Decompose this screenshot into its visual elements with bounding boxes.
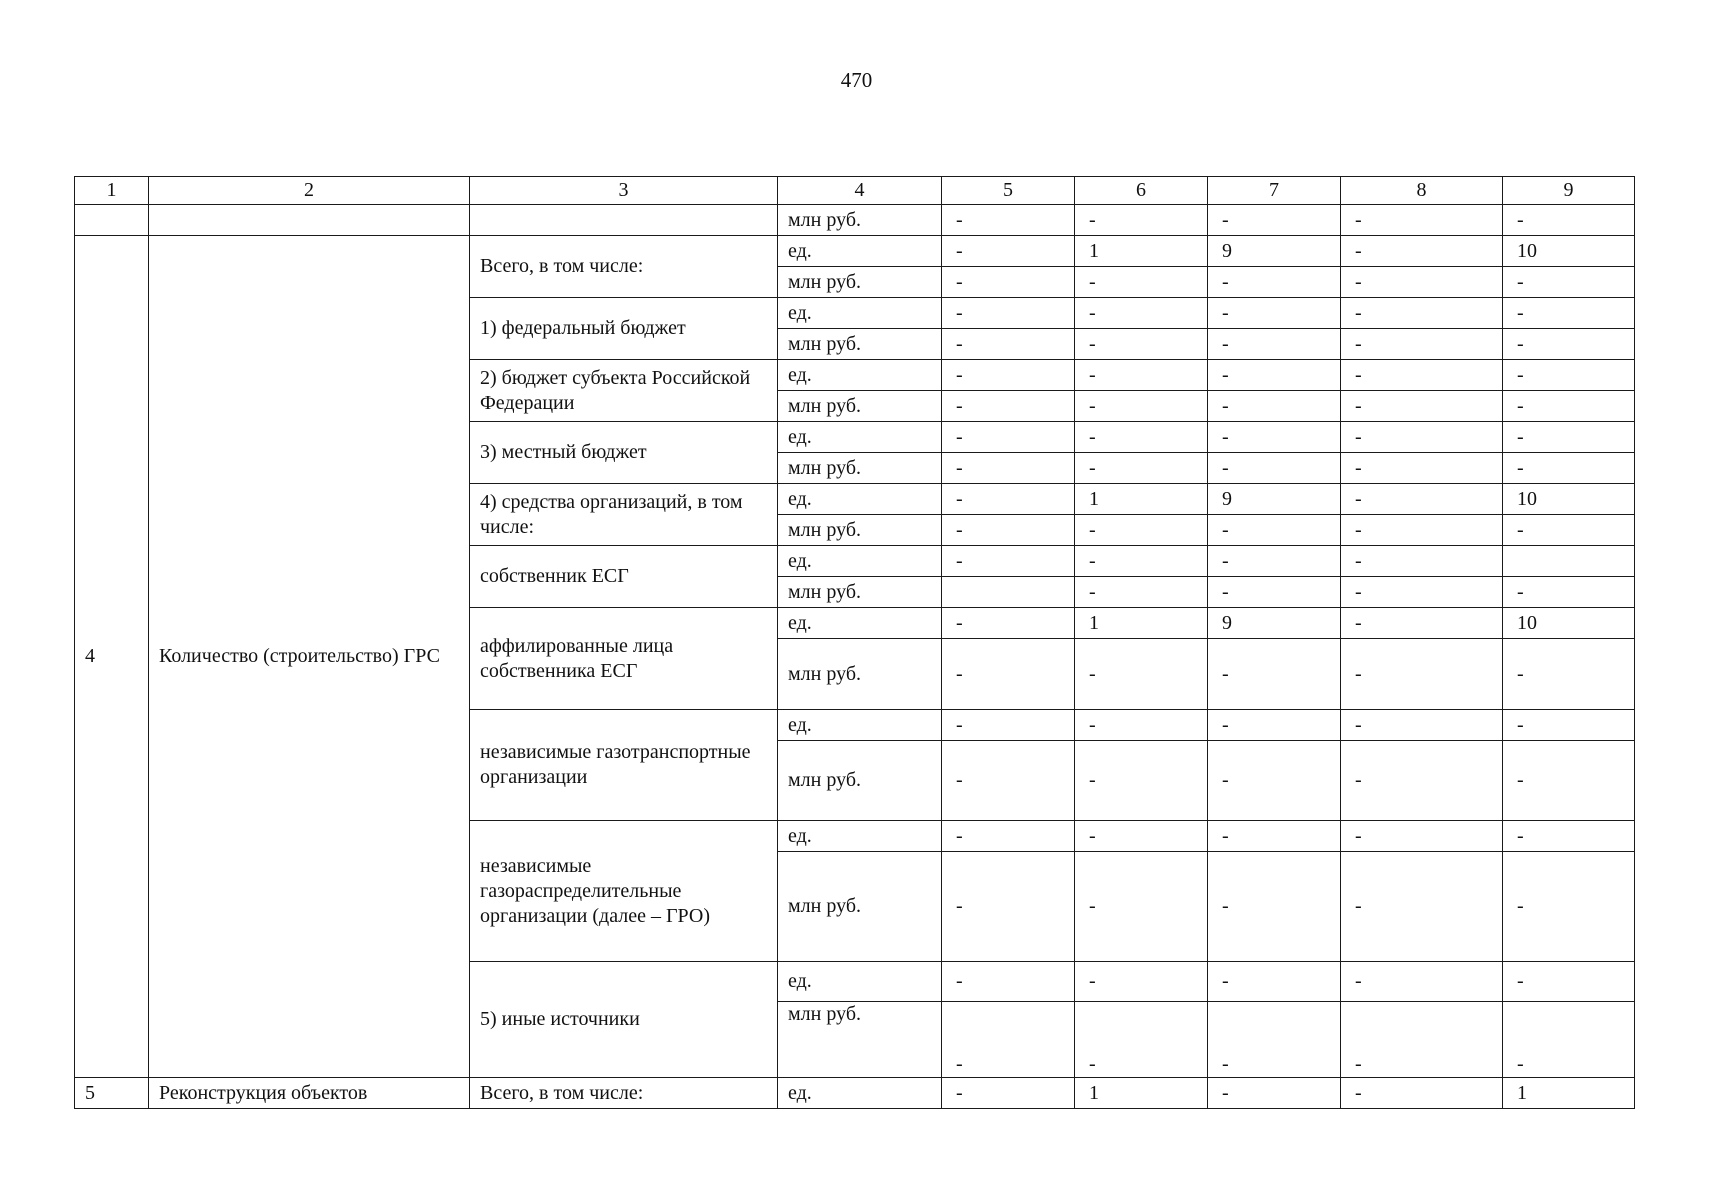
- value-cell: -: [1341, 962, 1503, 1002]
- value-cell: -: [1075, 453, 1208, 484]
- value-cell: -: [942, 852, 1075, 962]
- value-cell: -: [1503, 852, 1635, 962]
- value-cell: -: [1075, 821, 1208, 852]
- unit-cell: млн руб.: [778, 329, 942, 360]
- unit-cell: ед.: [778, 298, 942, 329]
- value-cell: -: [1503, 453, 1635, 484]
- table-row: [75, 205, 1635, 236]
- header-cell: 8: [1341, 177, 1503, 205]
- row-number-cell: 5: [75, 1078, 149, 1109]
- source-cell: аффилированные лица собственника ЕСГ: [470, 608, 778, 710]
- value-cell: -: [1208, 546, 1341, 577]
- unit-cell: млн руб.: [778, 267, 942, 298]
- value-cell: -: [1341, 391, 1503, 422]
- source-cell: независимые газотранспортные организации: [470, 710, 778, 821]
- value-cell: -: [942, 422, 1075, 453]
- value-cell: -: [1208, 422, 1341, 453]
- header-cell: 1: [75, 177, 149, 205]
- value-cell: -: [1341, 546, 1503, 577]
- unit-cell: ед.: [778, 710, 942, 741]
- value-cell: -: [1503, 329, 1635, 360]
- source-cell: 2) бюджет субъекта Российской Федерации: [470, 360, 778, 422]
- source-cell: Всего, в том числе:: [470, 236, 778, 298]
- value-cell: -: [942, 741, 1075, 821]
- value-cell: -: [1075, 329, 1208, 360]
- table-row: [75, 236, 1635, 267]
- value-cell: -: [942, 546, 1075, 577]
- source-cell: Всего, в том числе:: [470, 1078, 778, 1109]
- value-cell: -: [1208, 329, 1341, 360]
- value-cell: 9: [1208, 236, 1341, 267]
- value-cell: -: [1341, 821, 1503, 852]
- value-cell: -: [1503, 1002, 1635, 1078]
- source-cell: независимые газораспределительные организации (далее – ГРО): [470, 821, 778, 962]
- value-cell: 1: [1075, 608, 1208, 639]
- value-cell: -: [942, 710, 1075, 741]
- unit-cell: ед.: [778, 1078, 942, 1109]
- value-cell: -: [1341, 515, 1503, 546]
- unit-cell: млн руб.: [778, 577, 942, 608]
- unit-cell: млн руб.: [778, 1002, 942, 1078]
- value-cell: [1503, 546, 1635, 577]
- value-cell: -: [1341, 852, 1503, 962]
- value-cell: -: [942, 1078, 1075, 1109]
- value-cell: -: [942, 360, 1075, 391]
- unit-cell: млн руб.: [778, 515, 942, 546]
- unit-cell: млн руб.: [778, 391, 942, 422]
- source-cell: собственник ЕСГ: [470, 546, 778, 608]
- value-cell: -: [1208, 515, 1341, 546]
- value-cell: -: [1341, 329, 1503, 360]
- value-cell: -: [1208, 298, 1341, 329]
- header-cell: 3: [470, 177, 778, 205]
- value-cell: -: [1075, 1002, 1208, 1078]
- value-cell: -: [1208, 741, 1341, 821]
- value-cell: -: [1341, 577, 1503, 608]
- value-cell: -: [1341, 639, 1503, 710]
- source-cell: 3) местный бюджет: [470, 422, 778, 484]
- value-cell: -: [1208, 453, 1341, 484]
- value-cell: -: [1075, 298, 1208, 329]
- value-cell: -: [1075, 577, 1208, 608]
- header-cell: 7: [1208, 177, 1341, 205]
- value-cell: -: [1208, 391, 1341, 422]
- value-cell: -: [1075, 741, 1208, 821]
- value-cell: -: [1341, 484, 1503, 515]
- unit-cell: ед.: [778, 360, 942, 391]
- value-cell: -: [942, 962, 1075, 1002]
- value-cell: -: [942, 821, 1075, 852]
- value-cell: -: [1503, 298, 1635, 329]
- value-cell: -: [942, 1002, 1075, 1078]
- value-cell: -: [1341, 267, 1503, 298]
- unit-cell: ед.: [778, 484, 942, 515]
- value-cell: -: [1208, 710, 1341, 741]
- value-cell: -: [1503, 710, 1635, 741]
- value-cell: -: [1075, 710, 1208, 741]
- unit-cell: ед.: [778, 546, 942, 577]
- value-cell: -: [1503, 515, 1635, 546]
- value-cell: 10: [1503, 484, 1635, 515]
- value-cell: -: [1503, 962, 1635, 1002]
- value-cell: -: [1208, 577, 1341, 608]
- value-cell: -: [942, 608, 1075, 639]
- value-cell: -: [1503, 639, 1635, 710]
- value-cell: -: [1503, 391, 1635, 422]
- value-cell: -: [942, 453, 1075, 484]
- source-cell: 5) иные источники: [470, 962, 778, 1078]
- value-cell: -: [1341, 710, 1503, 741]
- value-cell: -: [942, 267, 1075, 298]
- value-cell: -: [1208, 852, 1341, 962]
- value-cell: -: [1075, 515, 1208, 546]
- source-cell: 1) федеральный бюджет: [470, 298, 778, 360]
- value-cell: -: [1503, 205, 1635, 236]
- header-cell: 2: [149, 177, 470, 205]
- unit-cell: ед.: [778, 821, 942, 852]
- value-cell: -: [1075, 205, 1208, 236]
- value-cell: -: [1341, 360, 1503, 391]
- value-cell: -: [942, 484, 1075, 515]
- value-cell: -: [942, 391, 1075, 422]
- unit-cell: ед.: [778, 236, 942, 267]
- value-cell: -: [942, 205, 1075, 236]
- value-cell: -: [1075, 422, 1208, 453]
- value-cell: -: [942, 236, 1075, 267]
- value-cell: 10: [1503, 236, 1635, 267]
- value-cell: -: [1503, 577, 1635, 608]
- value-cell: -: [1208, 205, 1341, 236]
- page-number: 470: [840, 68, 873, 92]
- value-cell: -: [942, 639, 1075, 710]
- value-cell: -: [1208, 1078, 1341, 1109]
- header-cell: 5: [942, 177, 1075, 205]
- value-cell: -: [1503, 267, 1635, 298]
- header-cell: 9: [1503, 177, 1635, 205]
- value-cell: -: [1341, 1078, 1503, 1109]
- row-number-cell: [75, 205, 149, 236]
- value-cell: -: [1341, 453, 1503, 484]
- header-row: [75, 177, 1635, 205]
- value-cell: 1: [1075, 236, 1208, 267]
- value-cell: -: [1075, 391, 1208, 422]
- indicator-cell: Реконструкция объектов: [149, 1078, 470, 1109]
- value-cell: [942, 577, 1075, 608]
- value-cell: 1: [1075, 484, 1208, 515]
- value-cell: -: [1341, 205, 1503, 236]
- value-cell: -: [942, 298, 1075, 329]
- value-cell: -: [1503, 741, 1635, 821]
- source-cell: [470, 205, 778, 236]
- row-number-cell: 4: [75, 236, 149, 1078]
- value-cell: -: [1341, 298, 1503, 329]
- value-cell: -: [1075, 546, 1208, 577]
- value-cell: -: [1208, 360, 1341, 391]
- value-cell: -: [942, 515, 1075, 546]
- unit-cell: млн руб.: [778, 741, 942, 821]
- indicator-cell: Количество (строительство) ГРС: [149, 236, 470, 1078]
- unit-cell: ед.: [778, 962, 942, 1002]
- table-row: [75, 1078, 1635, 1109]
- value-cell: 9: [1208, 484, 1341, 515]
- unit-cell: млн руб.: [778, 453, 942, 484]
- value-cell: -: [1503, 422, 1635, 453]
- value-cell: -: [1341, 608, 1503, 639]
- data-table: [74, 176, 1635, 1109]
- value-cell: -: [1341, 741, 1503, 821]
- unit-cell: млн руб.: [778, 639, 942, 710]
- value-cell: -: [1208, 821, 1341, 852]
- value-cell: -: [1503, 821, 1635, 852]
- header-cell: 6: [1075, 177, 1208, 205]
- value-cell: 1: [1503, 1078, 1635, 1109]
- value-cell: 1: [1075, 1078, 1208, 1109]
- value-cell: -: [942, 329, 1075, 360]
- unit-cell: ед.: [778, 422, 942, 453]
- value-cell: -: [1075, 852, 1208, 962]
- value-cell: -: [1208, 267, 1341, 298]
- value-cell: -: [1503, 360, 1635, 391]
- value-cell: -: [1208, 1002, 1341, 1078]
- value-cell: -: [1341, 236, 1503, 267]
- value-cell: -: [1075, 962, 1208, 1002]
- value-cell: -: [1075, 267, 1208, 298]
- value-cell: -: [1075, 639, 1208, 710]
- value-cell: -: [1075, 360, 1208, 391]
- unit-cell: млн руб.: [778, 205, 942, 236]
- indicator-cell: [149, 205, 470, 236]
- value-cell: -: [1341, 1002, 1503, 1078]
- value-cell: -: [1341, 422, 1503, 453]
- value-cell: 10: [1503, 608, 1635, 639]
- header-cell: 4: [778, 177, 942, 205]
- value-cell: -: [1208, 962, 1341, 1002]
- table-body: [75, 177, 1635, 1109]
- unit-cell: млн руб.: [778, 852, 942, 962]
- source-cell: 4) средства организаций, в том числе:: [470, 484, 778, 546]
- value-cell: -: [1208, 639, 1341, 710]
- value-cell: 9: [1208, 608, 1341, 639]
- unit-cell: ед.: [778, 608, 942, 639]
